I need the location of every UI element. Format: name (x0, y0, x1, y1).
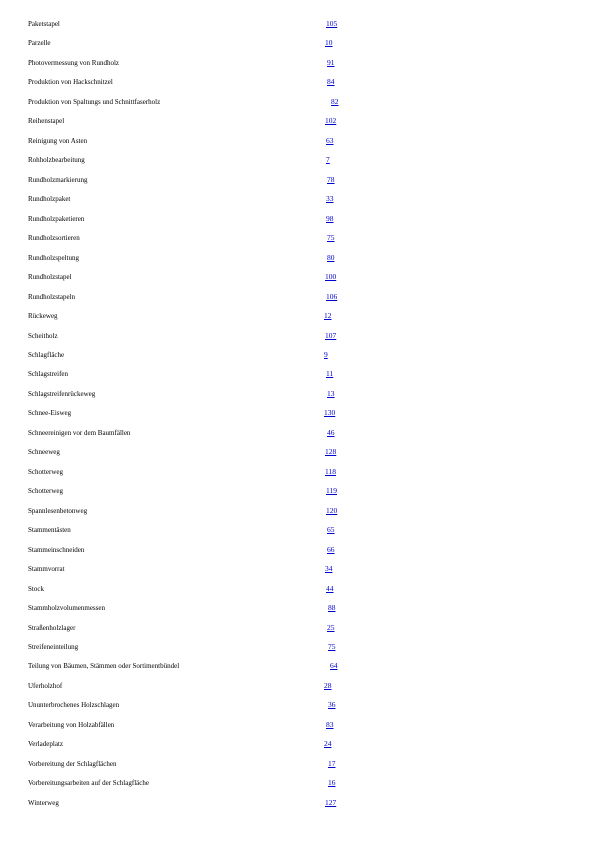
page-number-link[interactable]: 13 (327, 388, 335, 398)
index-term: Parzelle (28, 39, 51, 48)
index-entry (0, 331, 595, 350)
index-term: Schneeweg (28, 448, 60, 457)
index-term: Uferholzhof (28, 681, 63, 690)
page-number-link[interactable]: 98 (326, 213, 334, 223)
index-entry (0, 525, 595, 544)
index-term: Produktion von Spaltungs und Schnittfaserholz (28, 97, 161, 106)
page-number-link[interactable]: 80 (327, 252, 335, 262)
index-term: Rundholzmarkierung (28, 175, 88, 184)
index-term: Stock (28, 584, 44, 593)
page-number-link[interactable]: 66 (327, 544, 335, 554)
page-number-link[interactable]: 106 (326, 291, 338, 301)
page-number-link[interactable]: 44 (326, 583, 334, 593)
page-number-link[interactable]: 28 (324, 680, 332, 690)
index-entry (0, 564, 595, 583)
index-term: Ununterbrochenes Holzschlagen (28, 701, 120, 710)
page-number-link[interactable]: 78 (327, 174, 335, 184)
index-entry (0, 506, 595, 525)
index-entry (0, 175, 595, 194)
index-entry (0, 545, 595, 564)
index-term: Paketstapel (28, 20, 60, 28)
index-term: Reihenstapel (28, 117, 65, 126)
index-entry (0, 58, 595, 77)
index-term: Winterweg (28, 798, 59, 807)
page-number-link[interactable]: 100 (325, 272, 337, 282)
index-term: Verarbeitung von Holzabfällen (28, 720, 115, 729)
page-number-link[interactable]: 24 (324, 739, 332, 749)
page-number-link[interactable]: 127 (325, 797, 337, 807)
index-term: Rundholzpaket (28, 195, 71, 204)
index-term: Rohholzbearbeitung (28, 156, 85, 165)
index-term: Verladeplatz (28, 740, 63, 749)
index-entry (0, 642, 595, 661)
page-number-link[interactable]: 10 (325, 38, 333, 48)
page-number-link[interactable]: 130 (324, 408, 336, 418)
page-number-link[interactable]: 83 (326, 719, 334, 729)
index-term: Schlagstreifen (28, 370, 69, 379)
index-entry (0, 661, 595, 680)
index-entry (0, 77, 595, 96)
index-list (0, 19, 595, 817)
page-number-link[interactable]: 128 (325, 447, 337, 457)
index-term: Teilung von Bäumen, Stämmen oder Sortimentbündel (28, 662, 180, 671)
index-entry (0, 447, 595, 466)
index-term: Schlagfläche (28, 350, 65, 359)
page-number-link[interactable]: 16 (328, 778, 336, 788)
index-term: Rundholzpaketieren (28, 214, 85, 223)
page-number-link[interactable]: 34 (325, 564, 333, 574)
index-term: Stammvorrat (28, 565, 65, 574)
page-number-link[interactable]: 33 (326, 194, 334, 204)
index-term: Rundholzsortieren (28, 234, 80, 243)
index-entry (0, 272, 595, 291)
index-term: Schlagstreifenrückeweg (28, 389, 96, 398)
page-number-link[interactable]: 64 (330, 661, 338, 671)
index-entry (0, 38, 595, 57)
page-number-link[interactable]: 63 (326, 135, 334, 145)
index-entry (0, 486, 595, 505)
index-term: Stammholzvolumenmessen (28, 604, 105, 613)
index-term: Rundholzstapeln (28, 292, 76, 301)
page-number-link[interactable]: 7 (326, 155, 330, 165)
index-entry (0, 389, 595, 408)
index-entry (0, 623, 595, 642)
index-entry (0, 19, 595, 38)
page-number-link[interactable]: 12 (324, 311, 332, 321)
index-term: Produktion von Hackschnitzel (28, 78, 113, 87)
index-entry (0, 584, 595, 603)
index-term: Schneereinigen vor dem Baumfällen (28, 428, 131, 437)
index-term: Scheitholz (28, 331, 58, 340)
page-number-link[interactable]: 118 (325, 466, 336, 476)
index-entry (0, 369, 595, 388)
page-number-link[interactable]: 119 (326, 486, 337, 496)
index-entry (0, 778, 595, 797)
index-term: Streifeneinteilung (28, 643, 79, 651)
page-number-link[interactable]: 91 (327, 57, 335, 67)
index-entry (0, 136, 595, 155)
index-term: Vorbereitung der Schlagflächen (28, 759, 117, 768)
index-term: Schotterweg (28, 487, 63, 496)
page-number-link[interactable]: 46 (327, 427, 335, 437)
page-number-link[interactable]: 105 (326, 19, 338, 28)
index-entry (0, 194, 595, 213)
index-entry (0, 311, 595, 330)
index-term: Photovermessung von Rundholz (28, 58, 119, 67)
index-term: Vorbereitungsarbeiten auf der Schlagfläche (28, 779, 149, 788)
page-number-link[interactable]: 88 (328, 603, 336, 613)
index-entry (0, 759, 595, 778)
page-number-link[interactable]: 11 (326, 369, 334, 379)
index-entry (0, 603, 595, 622)
index-entry (0, 116, 595, 135)
page-number-link[interactable]: 65 (327, 525, 335, 535)
page-number-link[interactable]: 84 (327, 77, 335, 87)
page-number-link[interactable]: 102 (325, 116, 337, 126)
index-term: Schotterweg (28, 467, 63, 476)
index-entry (0, 292, 595, 311)
page-number-link[interactable]: 36 (328, 700, 336, 710)
index-term: Schnee-Eisweg (28, 409, 72, 418)
index-term: Rundholzspeltung (28, 253, 79, 262)
index-entry (0, 467, 595, 486)
index-entry (0, 798, 595, 817)
index-entry (0, 214, 595, 233)
index-entry (0, 739, 595, 758)
index-term: Rückeweg (28, 312, 58, 321)
index-term: Spannlesenbetonweg (28, 506, 88, 515)
index-entry (0, 428, 595, 447)
index-entry (0, 253, 595, 272)
index-entry (0, 700, 595, 719)
index-entry (0, 408, 595, 427)
index-term: Rundholzstapel (28, 273, 72, 282)
page-number-link[interactable]: 120 (326, 505, 338, 515)
index-term: Reinigung von Asten (28, 136, 88, 145)
index-entry (0, 155, 595, 174)
page-number-link[interactable]: 75 (327, 233, 335, 243)
index-entry (0, 720, 595, 739)
page-number-link[interactable]: 25 (327, 622, 335, 632)
index-term: Stammeinschneiden (28, 545, 85, 554)
index-entry (0, 233, 595, 252)
index-entry (0, 97, 595, 116)
index-term: Straßenholzlager (28, 623, 76, 632)
page-number-link[interactable]: 82 (331, 96, 339, 106)
index-entry (0, 681, 595, 700)
page-number-link[interactable]: 107 (325, 330, 337, 340)
page-number-link[interactable]: 17 (328, 758, 336, 768)
index-term: Stammentästen (28, 526, 71, 535)
page-number-link[interactable]: 75 (328, 642, 336, 651)
index-entry (0, 350, 595, 369)
page-number-link[interactable]: 9 (324, 349, 328, 359)
